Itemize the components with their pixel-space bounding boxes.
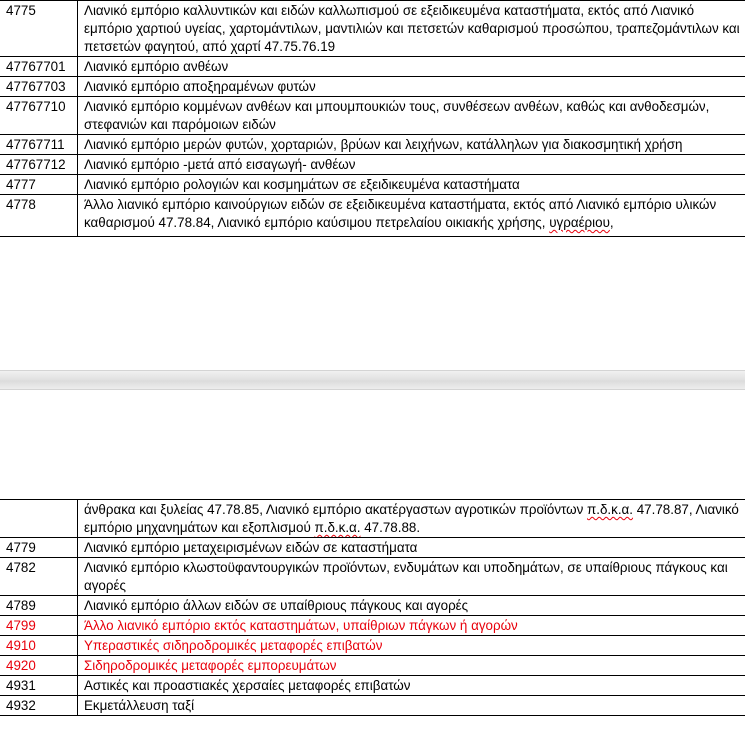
description-cell: Λιανικό εμπόριο μερών φυτών, χορταριών, βρύων και λειχήνων, κατάλληλων για διακοσμητική χρήση xyxy=(78,135,745,155)
document-page-bottom xyxy=(0,390,745,743)
description-cell: Σιδηροδρομικές μεταφορές εμπορευμάτων xyxy=(78,656,745,676)
table-row xyxy=(0,97,745,135)
code-cell: 4932 xyxy=(0,696,78,716)
code-cell: 47767711 xyxy=(0,135,78,155)
description-cell: Αστικές και προαστιακές χερσαίες μεταφορές επιβατών xyxy=(78,676,745,696)
code-cell: 4778 xyxy=(0,195,78,237)
spellcheck-word: π.δ.κ.α. xyxy=(314,520,361,535)
code-cell: 4782 xyxy=(0,558,78,596)
table-row xyxy=(0,656,745,676)
code-cell: 4779 xyxy=(0,538,78,558)
page-separator xyxy=(0,370,745,390)
table-row xyxy=(0,175,745,195)
table-row xyxy=(0,77,745,97)
table-row xyxy=(0,696,745,716)
description-cell: Λιανικό εμπόριο κομμένων ανθέων και μπουμπουκιών τους, συνθέσεων ανθέων, καθώς και ανθοδεσμών, στεφανιών και παρόμοιων ειδών xyxy=(78,97,745,135)
code-cell: 4910 xyxy=(0,636,78,656)
code-cell: 4777 xyxy=(0,175,78,195)
description-cell: Λιανικό εμπόριο άλλων ειδών σε υπαίθριους πάγκους και αγορές xyxy=(78,596,745,616)
table-row xyxy=(0,135,745,155)
code-cell: 47767703 xyxy=(0,77,78,97)
description-cell: Λιανικό εμπόριο ρολογιών και κοσμημάτων σε εξειδικευμένα καταστήματα xyxy=(78,175,745,195)
description-cell: Λιανικό εμπόριο κλωστοϋφαντουργικών προϊόντων, ενδυμάτων και υποδημάτων, σε υπαίθριους πάγκους και αγορές xyxy=(78,558,745,596)
description-cell: άνθρακα και ξυλείας 47.78.85, Λιανικό εμπόριο ακατέργαστων αγροτικών προϊόντων π.δ.κ.α. 47.78.87, Λιανικό εμπόριο μηχανημάτων και εξοπλισμού π.δ.κ.α. 47.78.88. xyxy=(78,500,745,538)
description-cell: Λιανικό εμπόριο μεταχειρισμένων ειδών σε καταστήματα xyxy=(78,538,745,558)
code-table-bottom xyxy=(0,499,745,716)
table-row xyxy=(0,596,745,616)
description-cell: Λιανικό εμπόριο -μετά από εισαγωγή- ανθέων xyxy=(78,155,745,175)
code-cell: 4799 xyxy=(0,616,78,636)
table-row xyxy=(0,1,745,57)
table-row xyxy=(0,558,745,596)
table-row xyxy=(0,636,745,656)
table-row xyxy=(0,538,745,558)
description-cell: Λιανικό εμπόριο αποξηραμένων φυτών xyxy=(78,77,745,97)
description-cell: Άλλο λιανικό εμπόριο καινούργιων ειδών σε εξειδικευμένα καταστήματα, εκτός από Λιανικό εμπόριο υλικών καθαρισμού 47.78.84, Λιανικό εμπόριο καύσιμου πετρελαίου οικιακής χρήσης, υγραέριου, xyxy=(78,195,745,237)
code-cell: 47767712 xyxy=(0,155,78,175)
code-cell: 4775 xyxy=(0,1,78,57)
document-page-top xyxy=(0,0,745,370)
spellcheck-word: π.δ.κ.α. xyxy=(587,502,634,517)
table-row xyxy=(0,676,745,696)
code-table-top xyxy=(0,0,745,237)
code-cell: 4931 xyxy=(0,676,78,696)
description-cell: Λιανικό εμπόριο ανθέων xyxy=(78,57,745,77)
code-cell: 47767701 xyxy=(0,57,78,77)
description-cell: Άλλο λιανικό εμπόριο εκτός καταστημάτων, υπαίθριων πάγκων ή αγορών xyxy=(78,616,745,636)
code-cell: 4789 xyxy=(0,596,78,616)
description-cell: Εκμετάλλευση ταξί xyxy=(78,696,745,716)
table-row xyxy=(0,155,745,175)
code-cell-empty xyxy=(0,500,78,538)
table-row xyxy=(0,57,745,77)
table-row xyxy=(0,616,745,636)
table-row-continuation xyxy=(0,500,745,538)
spellcheck-word: υγραέριου xyxy=(549,215,610,230)
code-cell: 47767710 xyxy=(0,97,78,135)
table-row xyxy=(0,195,745,237)
code-cell: 4920 xyxy=(0,656,78,676)
description-cell: Λιανικό εμπόριο καλλυντικών και ειδών καλλωπισμού σε εξειδικευμένα καταστήματα, εκτός από Λιανικό εμπόριο χαρτιού υγείας, χαρτομάντιλων, μαντιλιών και πετσετών καθαρισμού προσώπου, τραπεζομάντιλων και πετσετών φαγητού, από χαρτί 47.75.76.19 xyxy=(78,1,745,57)
description-cell: Υπεραστικές σιδηροδρομικές μεταφορές επιβατών xyxy=(78,636,745,656)
